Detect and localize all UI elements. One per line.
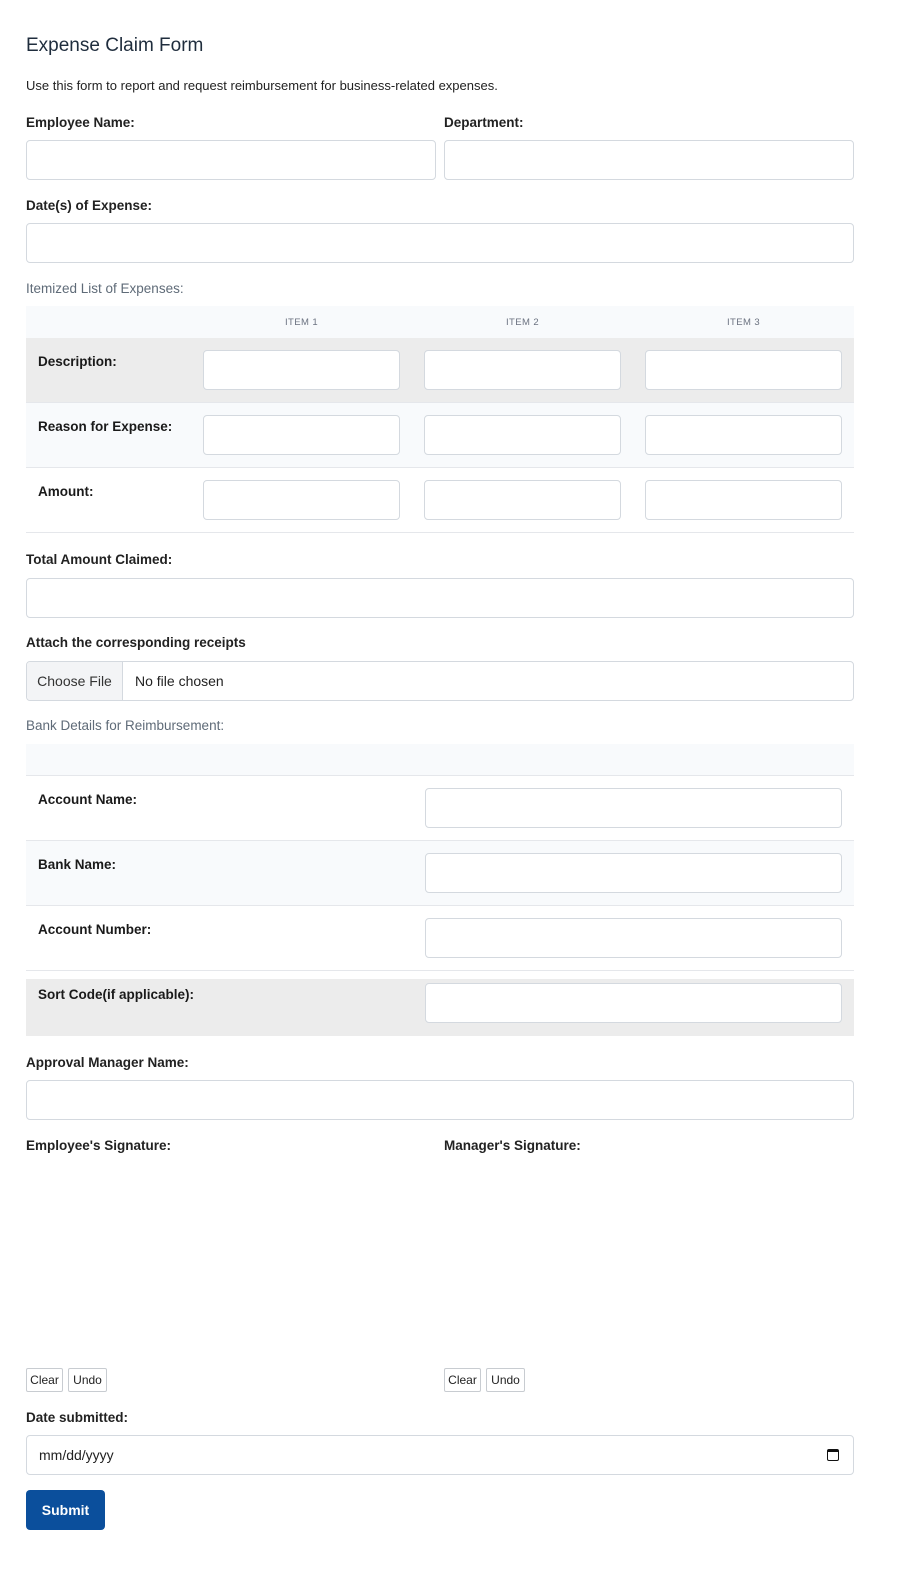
item-3-amount-input[interactable] bbox=[645, 480, 842, 520]
total-amount-input[interactable] bbox=[26, 578, 854, 618]
bank-label-sort-code: Sort Code(if applicable): bbox=[38, 987, 195, 1002]
department-label: Department: bbox=[444, 115, 524, 130]
receipts-file-input[interactable] bbox=[26, 661, 854, 701]
attach-receipts-label: Attach the corresponding receipts bbox=[26, 635, 246, 650]
bank-table-header bbox=[26, 744, 854, 776]
date-submitted-label: Date submitted: bbox=[26, 1410, 129, 1425]
item-2-amount-input[interactable] bbox=[424, 480, 621, 520]
dates-input[interactable] bbox=[26, 223, 854, 263]
bank-label-account-number: Account Number: bbox=[38, 922, 152, 937]
date-submitted-input[interactable] bbox=[26, 1435, 854, 1475]
employee-name-label: Employee Name: bbox=[26, 115, 135, 130]
column-header-item-3: ITEM 3 bbox=[726, 317, 760, 328]
manager-name-label: Approval Manager Name: bbox=[26, 1055, 189, 1070]
submit-button[interactable]: Submit bbox=[26, 1490, 105, 1530]
item-1-amount-input[interactable] bbox=[203, 480, 400, 520]
employee-signature-undo-button[interactable]: Undo bbox=[68, 1368, 107, 1392]
bank-label-bank-name: Bank Name: bbox=[38, 857, 117, 872]
total-amount-label: Total Amount Claimed: bbox=[26, 552, 173, 567]
sort-code-input[interactable] bbox=[425, 983, 842, 1023]
employee-signature-clear-button[interactable]: Clear bbox=[26, 1368, 63, 1392]
item-3-reason-input[interactable] bbox=[645, 415, 842, 455]
date-placeholder: mm/dd/yyyy bbox=[39, 1447, 114, 1463]
column-header-item-1: ITEM 1 bbox=[284, 317, 318, 328]
account-number-input[interactable] bbox=[425, 918, 842, 958]
employee-name-input[interactable] bbox=[26, 140, 436, 180]
calendar-icon[interactable] bbox=[827, 1449, 839, 1461]
bank-details-label: Bank Details for Reimbursement: bbox=[26, 718, 225, 733]
page-title: Expense Claim Form bbox=[26, 35, 204, 56]
item-1-reason-input[interactable] bbox=[203, 415, 400, 455]
manager-signature-pad[interactable] bbox=[444, 1162, 854, 1362]
department-input[interactable] bbox=[444, 140, 854, 180]
form-intro: Use this form to report and request reimbursement for business-related expenses. bbox=[26, 78, 498, 93]
itemized-label: Itemized List of Expenses: bbox=[26, 281, 184, 296]
employee-signature-label: Employee's Signature: bbox=[26, 1138, 171, 1153]
manager-signature-label: Manager's Signature: bbox=[444, 1138, 581, 1153]
manager-signature-clear-button[interactable]: Clear bbox=[444, 1368, 481, 1392]
manager-name-input[interactable] bbox=[26, 1080, 854, 1120]
bank-label-account-name: Account Name: bbox=[38, 792, 138, 807]
manager-signature-undo-button[interactable]: Undo bbox=[486, 1368, 525, 1392]
item-2-description-input[interactable] bbox=[424, 350, 621, 390]
row-label-description: Description: bbox=[38, 354, 117, 369]
row-label-amount: Amount: bbox=[38, 484, 94, 499]
file-status-text: No file chosen bbox=[135, 673, 224, 689]
dates-label: Date(s) of Expense: bbox=[26, 198, 153, 213]
account-name-input[interactable] bbox=[425, 788, 842, 828]
employee-signature-pad[interactable] bbox=[26, 1162, 436, 1362]
bank-name-input[interactable] bbox=[425, 853, 842, 893]
choose-file-button[interactable]: Choose File bbox=[27, 662, 123, 700]
row-label-reason: Reason for Expense: bbox=[38, 419, 173, 434]
column-header-item-2: ITEM 2 bbox=[505, 317, 539, 328]
item-1-description-input[interactable] bbox=[203, 350, 400, 390]
item-2-reason-input[interactable] bbox=[424, 415, 621, 455]
item-3-description-input[interactable] bbox=[645, 350, 842, 390]
